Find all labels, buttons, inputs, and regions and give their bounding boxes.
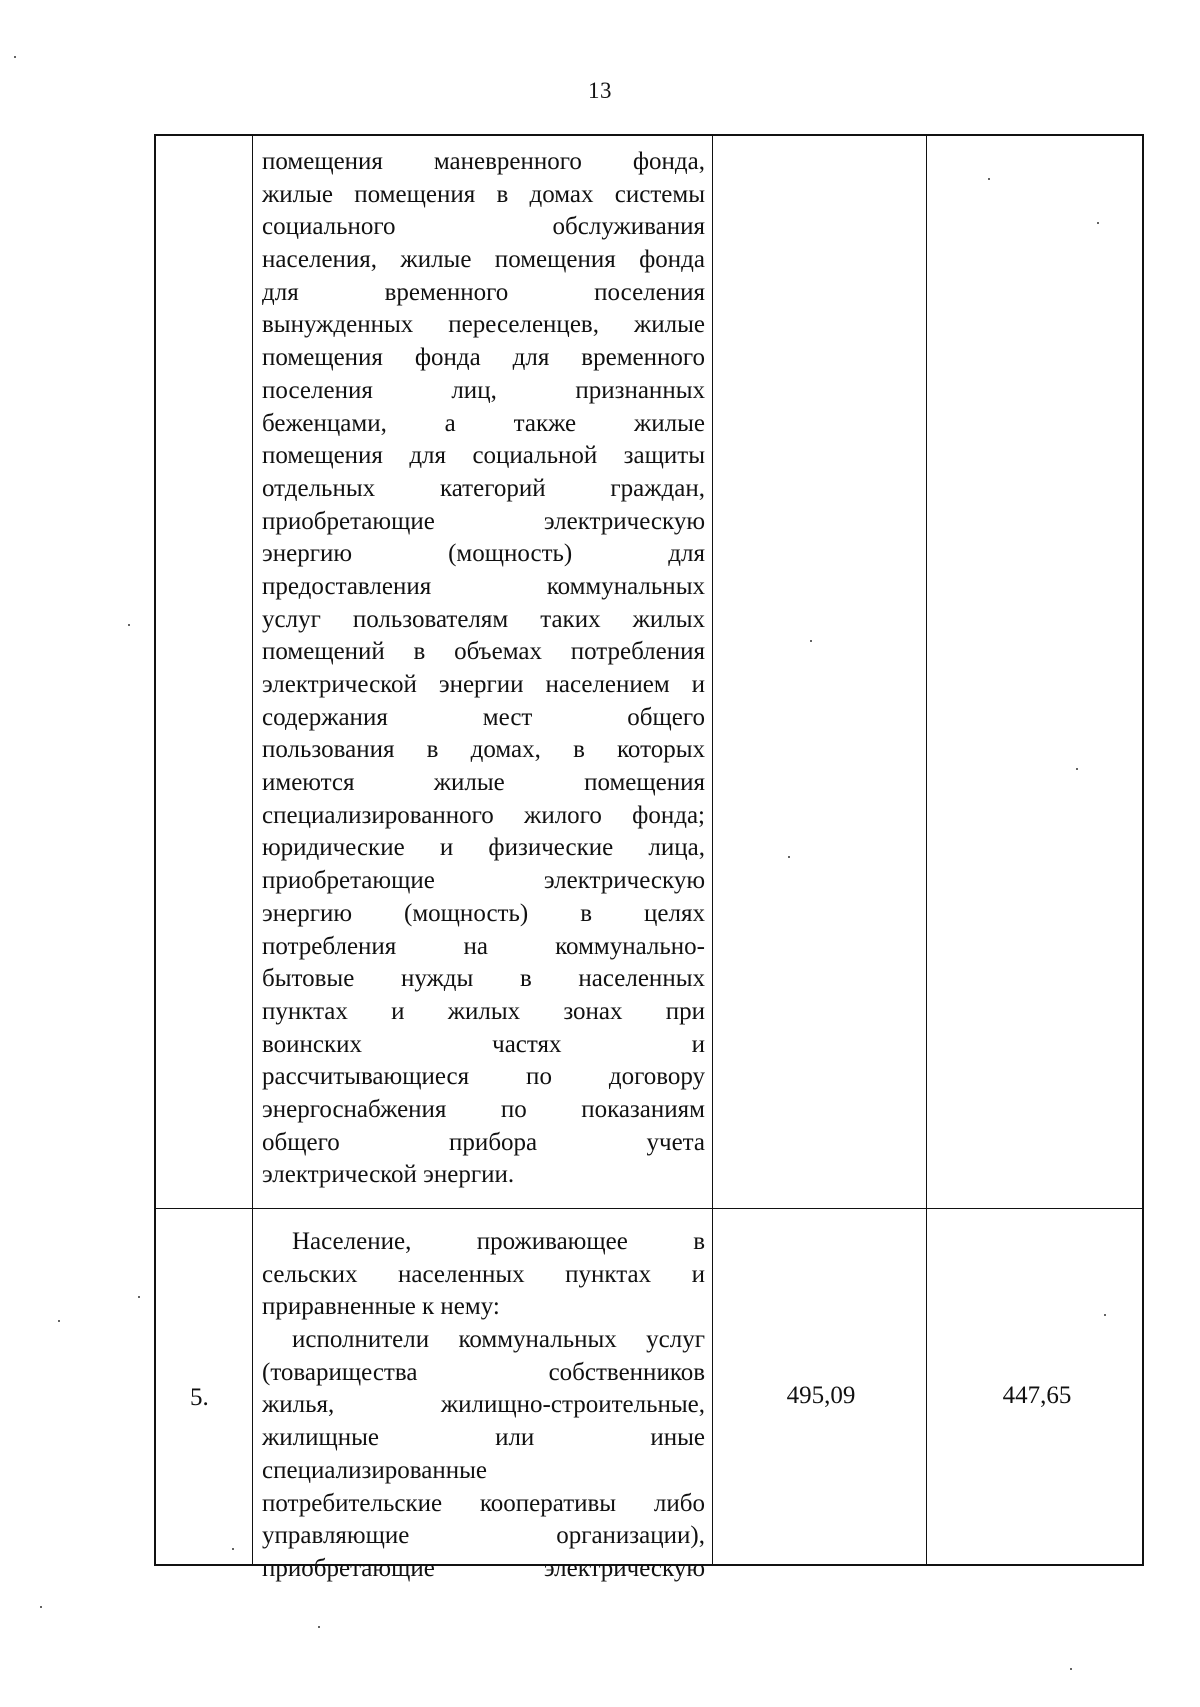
scan-speck — [138, 1296, 140, 1298]
scan-speck — [1076, 768, 1078, 770]
column-divider-2 — [712, 136, 713, 1564]
description-line: рассчитывающиеся по договору — [262, 1063, 705, 1091]
description-line: беженцами, а также жилые — [262, 409, 705, 437]
description-line: приобретающие электрическую — [262, 867, 705, 895]
description-line: электрической энергии. — [262, 1161, 515, 1189]
description-line: потребительские кооперативы либо — [262, 1489, 705, 1517]
description-line: (товарищества собственников — [262, 1358, 705, 1386]
column-divider-3 — [926, 136, 927, 1564]
description-line: воинских частях и — [262, 1030, 705, 1058]
description-line: энергоснабжения по показаниям — [262, 1095, 705, 1123]
row-continued-description — [262, 146, 705, 1192]
description-line: жилищные или иные — [262, 1424, 705, 1452]
row-5-description — [262, 1226, 705, 1586]
description-line: приобретающие электрическую — [262, 1554, 705, 1582]
scan-speck — [14, 56, 16, 58]
description-line: потребления на коммунально- — [262, 932, 705, 960]
scan-speck — [232, 1548, 234, 1550]
scan-speck — [810, 640, 812, 642]
scan-speck — [1104, 1314, 1106, 1316]
scan-speck — [788, 856, 790, 858]
description-line: отдельных категорий граждан, — [262, 474, 705, 502]
description-line: Население, проживающее в — [292, 1228, 705, 1255]
scan-speck — [40, 1606, 42, 1608]
row-5-value-2: 447,65 — [1002, 1382, 1072, 1409]
description-line: для временного поселения — [262, 278, 705, 306]
description-line: исполнители коммунальных услуг — [292, 1326, 705, 1354]
description-line: содержания мест общего — [262, 703, 705, 731]
page-number: 13 — [588, 78, 612, 103]
row-5-number: 5. — [190, 1384, 209, 1411]
description-line: населения, жилые помещения фонда — [262, 246, 705, 274]
row-divider — [156, 1208, 1142, 1209]
scan-speck — [318, 1626, 320, 1628]
description-line: помещения для социальной защиты — [262, 442, 705, 470]
description-line: помещения фонда для временного — [262, 344, 705, 372]
description-line: помещения маневренного фонда, — [262, 148, 705, 175]
description-line: сельских населенных пунктах и — [262, 1260, 705, 1288]
description-line: специализированного жилого фонда; — [262, 801, 705, 829]
description-line: пользования в домах, в которых — [262, 736, 705, 764]
description-line: предоставления коммунальных — [262, 572, 705, 600]
description-line: помещений в объемах потребления — [262, 638, 705, 666]
scan-speck — [128, 624, 130, 626]
description-line: поселения лиц, признанных — [262, 376, 705, 404]
description-line: жилья, жилищно-строительные, — [262, 1391, 705, 1419]
scan-speck — [1097, 222, 1099, 224]
scan-speck — [58, 1320, 60, 1322]
tariff-table — [154, 134, 1144, 1582]
description-line: управляющие организации), — [262, 1522, 705, 1550]
description-line: приравненные к нему: — [262, 1293, 500, 1321]
description-line: жилые помещения в домах системы — [262, 180, 705, 208]
description-line: имеются жилые помещения — [262, 769, 705, 797]
scan-speck — [1070, 1668, 1072, 1670]
row-5-value-1: 495,09 — [786, 1382, 856, 1409]
description-line: приобретающие электрическую — [262, 507, 705, 535]
description-line: энергию (мощность) в целях — [262, 899, 705, 927]
description-line: юридические и физические лица, — [262, 834, 705, 862]
description-line: электрической энергии населением и — [262, 671, 705, 698]
description-line: вынужденных переселенцев, жилые — [262, 311, 705, 339]
column-divider-1 — [252, 136, 253, 1564]
description-line: энергию (мощность) для — [262, 540, 705, 568]
description-line: общего прибора учета — [262, 1128, 705, 1156]
description-line: услуг пользователям таких жилых — [262, 605, 705, 633]
description-line: пунктах и жилых зонах при — [262, 997, 705, 1025]
description-line: бытовые нужды в населенных — [262, 965, 705, 993]
scan-speck — [988, 178, 990, 180]
description-line: специализированные — [262, 1456, 487, 1484]
description-line: социального обслуживания — [262, 213, 705, 241]
